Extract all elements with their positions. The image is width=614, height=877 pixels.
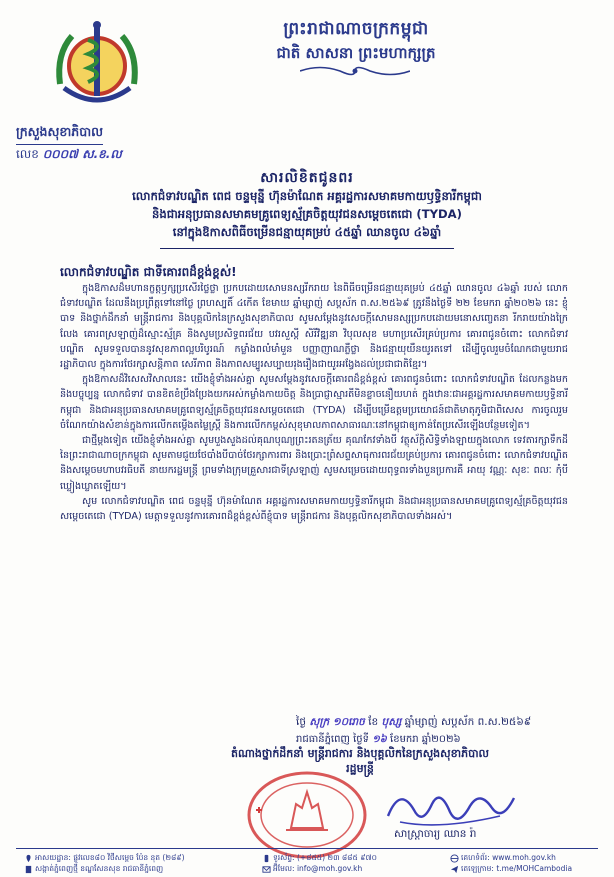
document-heading [40,187,574,241]
body-paragraph: ជាថ្មីម្តងទៀត យើងខ្ញុំទាំងអស់គ្នា សូមបួងសួងដល់គុណបុណ្យព្រះរតនត្រ័យ គុណកែវទាំងបី វត្ថុស័ក្តិសិទ្ធិទាំងឡាយក្នុងលោក ទេវតារក្សាទឹកដីនៃព្រះរាជាណាចក្រកម្ពុជា សូមតាមជួយថែបាំងបីបាច់ថែរក្សាការពារ និងប្រោះព្រំសព្ទសាធុការពរជ័យគ្រប់ប្រការ គោរពជូនចំពោះ លោកជំទាវបណ្ឌិត និងសម្តេចមហាបវរធិបតី នាយករដ្ឋមន្ត្រី ព្រមទាំងក្រុមគ្រួសារជាទីស្រឡាញ់ សូមសម្រេចដោយពុទ្ធពរទាំងបួនប្រការគឺ អាយុ វណ្ណៈ សុខៈ ពលៈ កុំបីឃ្លៀងឃ្លាតឡើយ។ [60,435,568,492]
heading-line: នៅក្នុងឱកាសពិធីចម្រើនជន្មាយុគម្រប់ ៤៥ឆ្នាំ ឈានចូល ៤៦ឆ្នាំ [172,225,442,239]
ministry-of-health-logo [52,14,142,114]
building-icon [24,865,33,874]
body-paragraph: សូម លោកជំទាវបណ្ឌិត ពេជ ចន្ទមុន្នី ហ៊ុនម៉ាណែត អគ្គរដ្ឋការសមាគមកាយឫទ្ធិនារីកម្ពុជា និងជាអនុប្រធានសមាគមគ្រូពេទ្យស្ម័គ្រចិត្តយុវជនសម្តេចតេជោ (TYDA) មេត្តាទទួលនូវការគោរពដ៏ខ្ពង់ខ្ពស់ពីខ្ញុំបាទ មន្ត្រីរាជការ និងបុគ្គលិកសុខាភិបាលទាំងអស់។ [60,495,568,523]
signature-caption-line: រដ្ឋមន្ត្រី [346,762,374,775]
letter-body [60,281,568,524]
footer-divider [16,848,598,849]
solar-date-rest: ខែមករា ឆ្នាំ២០២៦ [390,734,461,745]
heading-line: និងជាអនុប្រធានសមាគមគ្រូពេទ្យស្ម័គ្រចិត្តយុវជនសម្តេចតេជោ (TYDA) [152,207,462,221]
footer-website-line [450,852,572,863]
kingdom-title: ព្រះរាជាណាចក្រកម្ពុជា [283,19,429,39]
heading-line: លោកជំទាវបណ្ឌិត ពេជ ចន្ទមុន្នី ហ៊ុនម៉ាណែត អគ្គរដ្ឋការសមាគមកាយឫទ្ធិនារីកម្ពុជា [132,189,482,203]
salutation: លោកជំទាវបណ្ឌិត ជាទីគោរពដ៏ខ្ពង់ខ្ពស់! [60,265,237,279]
address-text: អាសយដ្ឋាន: ផ្លូវលេខ៨០ វិថីសម្តេច ប៉ែន នុត (២៨៩) [35,853,185,862]
signer-name: សាស្ត្រាចារ្យ ឈាន រ៉ា [394,828,477,840]
location-pin-icon [24,854,33,863]
footer-address-line [24,863,185,874]
solar-date-prefix: រាជធានីភ្នំពេញ ថ្ងៃទី [296,734,370,745]
heading-divider [160,248,454,249]
footer-online [450,852,572,874]
lunar-date-rest: ឆ្នាំម្សាញ់ សប្តស័ក ព.ស.២៥៦៩ [404,716,532,728]
telegram-icon [450,865,459,874]
website-text[interactable]: គេហទំព័រ: www.moh.gov.kh [461,853,556,862]
body-paragraph: ក្នុងឱកាសដ៏វិសេសវិសាលនេះ យើងខ្ញុំទាំងអស់គ្នា សូមសម្តែងនូវសេចក្តីគោរពដ៏ខ្ពង់ខ្ពស់ គោរពជូនចំពោះ លោកជំទាវបណ្ឌិត ដែលកន្លងមកនិងបច្ចុប្បន្ន លោកជំទាវ បានខិតខំប្រឹងប្រែងយកអស់កម្លាំងកាយចិត្ត និងប្រាជ្ញាស្មារតីមិនខ្លាចនឿយហត់ ក្នុងឋានៈជាអគ្គរដ្ឋការសមាគមកាយឫទ្ធិនារីកម្ពុជា និងជាអនុប្រធានសមាគមគ្រូពេទ្យស្ម័គ្រចិត្តយុវជនសម្តេចតេជោ (TYDA) ដើម្បីបម្រើឧត្តមប្រយោជន៍ជាតិមាតុភូមិជាពិសេស ការចូលរួមចំណែកយ៉ាងសំខាន់ក្នុងការលើកតម្កើងតម្លៃស្ត្រី និងការលើកកម្ពស់សុខុមាលភាពសាធារណៈនៅកម្ពុជាឲ្យកាន់តែប្រសើរឡើងបន្ថែមទៀត។ [60,374,568,431]
ornamental-divider-icon [300,64,410,78]
body-paragraph: ក្នុងឱកាសដ៏មហានក្ខត្តឫក្សប្រសើរថ្លៃថ្លា ប្រកបដោយសោមនស្សរីករាយ នៃពិធីចម្រើនជន្មាយុគម្រប់ ៤៥ឆ្នាំ ឈានចូល ៤៦ឆ្នាំ របស់ លោកជំទាវបណ្ឌិត ដែលនឹងប្រព្រឹត្តទៅនៅថ្ងៃ ព្រហស្បតិ៍ ៤កើត ខែមាឃ ឆ្នាំម្សាញ់ សប្តស័ក ព.ស.២៥៦៩ ត្រូវនឹងថ្ងៃទី ២២ ខែមករា ឆ្នាំ២០២៦ នេះ ខ្ញុំបាទ និងថ្នាក់ដឹកនាំ មន្ត្រីរាជការ និងបុគ្គលិកនៃក្រសួងសុខាភិបាល សូមសម្តែងនូវសេចក្តីសោមនស្សប្រកបដោយមនោសញ្ចេតនា រីករាយយ៉ាងក្រៃលែង គោរពស្រឡាញ់ដ៏ស្មោះស្ម័គ្រ និងសូមប្រសិទ្ធពរជ័យ បវរសួស្តី សិរីវិឌ្ឍនា វិបុលសុខ មហាប្រសើរគ្រប់ប្រការ គោរពជូនចំពោះ លោកជំទាវបណ្ឌិត សូមទទួលបាននូវសុខភាពល្អបរិបូរណ៍ កម្លាំងពលំមាំមួន បញ្ញាញាណភ្លឺថ្លា និងជន្មាយុយឺនយូរតទៅ ដើម្បីចូលរួមចំណែកជាមួយរាជរដ្ឋាភិបាល ក្នុងការថែរក្សាសន្តិភាព សេរីភាព និងភាពសម្បូរសប្បាយរុងរឿងជាយូរអង្វែងដល់ប្រជាជាតិខ្មែរ។ [60,283,568,371]
footer-telegram-line [450,863,572,874]
document-title: សារលិខិតជូនពរ [260,170,354,186]
handwritten-signature [380,776,520,836]
reference-number [16,146,122,164]
address-text-2: សង្កាត់ភ្នំពេញថ្មី ខណ្ឌសែនសុខ រាជធានីភ្នំពេញ [35,864,164,873]
lunar-month-handwritten: បុស្ស [381,716,402,728]
email-text[interactable]: អ៊ីមែល: info@moh.gov.kh [273,864,363,873]
lunar-date-prefix: ថ្ងៃ [296,716,306,728]
globe-icon [450,854,459,863]
solar-date [296,732,461,747]
national-motto: ជាតិ សាសនា ព្រះមហាក្សត្រ [276,44,436,62]
reference-value: ០០០៧ ស.ខ.ល [42,147,122,161]
footer-email-line [262,863,377,874]
lunar-date-handwritten: សុក្រ ១០រោច [309,716,365,728]
ministry-name: ក្រសួងសុខាភិបាល [16,124,103,145]
phone-text: ទូរស័ព្ទ: (+៨៥៥) ២៣ ៨៨៥ ៩៧០ [273,853,377,862]
lunar-month-prefix: ខែ [368,716,379,728]
telegram-text[interactable]: តេឡេក្រាម: t.me/MOHCambodia [461,864,573,873]
reference-prefix: លេខ [16,147,39,161]
email-icon [262,865,271,874]
footer-contact [262,852,377,874]
phone-icon [262,854,271,863]
signature-caption-line: តំណាងថ្នាក់ដឹកនាំ មន្ត្រីរាជការ និងបុគ្គលិកនៃក្រសួងសុខាភិបាល [230,747,490,760]
footer-address-line [24,852,185,863]
official-seal-stamp [246,770,368,860]
footer-phone-line [262,852,377,863]
footer-address [24,852,185,874]
solar-date-handwritten: ១៦ [372,734,387,745]
lunar-date [296,716,531,731]
